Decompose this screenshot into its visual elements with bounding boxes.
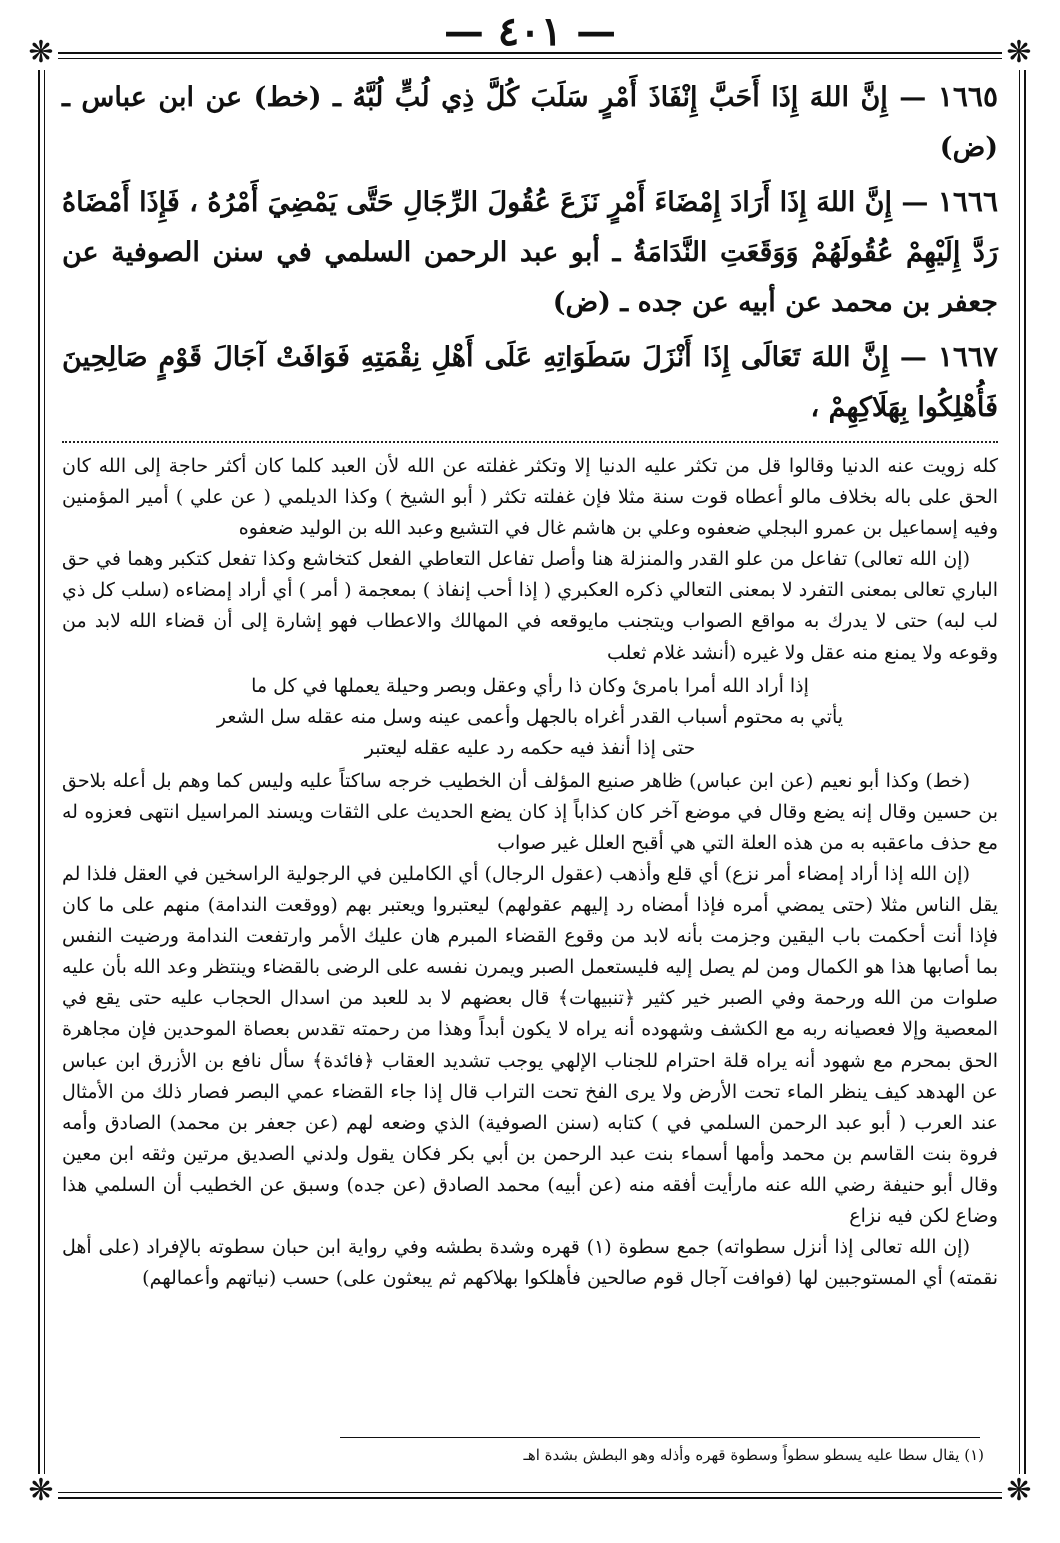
- section-divider: [62, 441, 998, 443]
- commentary-paragraph: كله زويت عنه الدنيا وقالوا قل من تكثر عليه الدنيا إلا وتكثر غفلته عن الله لأن العبد كلما كان أكثر حاجة إلى الله كان الحق على باله بخلاف مالو أعطاه قوت سنة مثلا فإن غفلته تكثر ( أبو الشيخ ) وكذا الديلمي ( عن علي ) أمير المؤمنين وفيه إسماعيل بن عمرو البجلي ضعفوه وعلي بن هاشم غال في التشيع وعبد الله بن الوليد ضعفوه: [62, 455, 998, 540]
- hadith-1667: [62, 332, 998, 433]
- hadith-number: ١٦٦٦: [937, 185, 998, 218]
- poem-line: يأتي به محتوم أسباب القدر أغراه بالجهل وأعمى عينه وسل منه عقله سل الشعر: [216, 705, 844, 728]
- hadith-number: ١٦٦٥: [937, 80, 998, 113]
- hadith-text: — إِنَّ اللهَ إِذَا أَرَادَ إِمْضَاءَ أَمْرٍ نَزَعَ عُقُولَ الرِّجَالِ حَتَّى يَمْضِيَ أَمْرُهُ ، فَإِذَا أَمْضَاهُ رَدَّ إِلَيْهِمْ عُقُولَهُمْ وَوَقَعَتِ النَّدَامَةُ ـ أبو عبد الرحمن السلمي في سنن الصوفية عن جعفر بن محمد عن أبيه عن جده ـ (ض): [62, 187, 998, 318]
- corner-ornament-icon: ❋: [1002, 1474, 1036, 1508]
- corner-ornament-icon: ❋: [1002, 36, 1036, 70]
- hadith-1665: [62, 72, 998, 173]
- commentary-paragraph: (إن الله تعالى إذا أنزل سطواته) جمع سطوة (١) قهره وشدة بطشه وفي رواية ابن حبان سطوته بالإفراد (على أهل نقمته) أي المستوجبين لها (فوافت آجال قوم صالحين فأهلكوا بهلاكهم ثم يبعثون على) حسب (نياتهم وأعمالهم): [62, 1236, 998, 1290]
- hadith-text: — إِنَّ اللهَ تَعَالَى إِذَا أَنْزَلَ سَطَوَاتِهِ عَلَى أَهْلِ نِقْمَتِهِ فَوَافَتْ آجَالَ قَوْمٍ صَالِحِينَ فَأُهْلِكُوا بِهَلَاكِهِمْ ،: [62, 342, 998, 423]
- hadith-1666: [62, 177, 998, 328]
- commentary-paragraph: (إن الله إذا أراد إمضاء أمر نزع) أي قلع وأذهب (عقول الرجال) أي الكاملين في الرجولية الراسخين في العقل فلذا لم يقل الناس مثلا (حتى يمضي أمره فإذا أمضاه رد إليهم عقولهم) ليعتبروا ويعتبر بهم (ووقعت الندامة) منهم على ما كان فإذا أنت أحكمت باب اليقين وجزمت بأنه لابد من وقوع القضاء المبرم هان عليك الأمر وارتفعت الندامة ورضيت النفس بما أصابها هذا هو الكمال ومن لم يصل إليه فليستعمل الصبر ويمرن نفسه على الرضى بالقضاء وينتظر وعد الله بأن عليه صلوات من الله ورحمة وفي الصبر خير كثير ﴿تنبيهات﴾ قال بعضهم لا بد للعبد من اسدال الحجاب عليه حتى يقع في المعصية وإلا فعصيانه ربه مع الكشف وشهوده أنه يراه لا يكون أبداً وهذا من رحمته تقدس بعصاة الموحدين فإن مجاهرة الحق بمحرم مع شهود أنه يراه قلة احترام للجناب الإلهي يوجب تشديد العقاب ﴿فائدة﴾ سأل نافع بن الأزرق ابن عباس عن الهدهد كيف ينظر الماء تحت الأرض ولا يرى الفخ تحت التراب قال إذا جاء القضاء عمي البصر فصار ذلك من الأمثال عند العرب ( أبو عبد الرحمن السلمي في ) كتابه (سنن الصوفية) الذي وضعه لهم (عن جعفر بن محمد) الصادق وأمه فروة بنت القاسم بن محمد وأمها أسماء بنت عبد الرحمن بن أبي بكر فكان يقول ولدني الصديق مرتين وثقه ابن معين وقال أبو حنيفة رضي الله عنه مارأيت أفقه منه (عن أبيه) محمد الصادق (عن جده) وسبق عن الخطيب أن السلمي هذا وضاع لكن فيه نزاع: [62, 862, 998, 1227]
- commentary-paragraph: (خط) وكذا أبو نعيم (عن ابن عباس) ظاهر صنيع المؤلف أن الخطيب خرجه ساكتاً عليه وليس كما وهم بل أعله بلاحق بن حسين وقال إنه يضع وقال في موضع آخر كان كذاباً إذ كان يضع الحديث على الثقات ويسند المراسيل انتهى فعزوه له مع حذف ماعقبه به من هذه العلة التي هي أقبح العلل غير صواب: [62, 769, 998, 854]
- footnote: (١) يقال سطا عليه يسطو سطواً وسطوة قهره وأذله وهو البطش بشدة اهـ: [523, 1446, 984, 1464]
- poem-line: حتى إذا أنفذ فيه حكمه رد عليه عقله ليعتبر: [364, 736, 696, 759]
- footnote-rule: [340, 1437, 980, 1438]
- page-number: — ٤٠١ —: [443, 8, 617, 55]
- hadith-text: — إِنَّ اللهَ إِذَا أَحَبَّ إِنْفَاذَ أَمْرٍ سَلَبَ كُلَّ ذِي لُبٍّ لُبَّهُ ـ (خط) عن ابن عباس ـ (ض): [62, 82, 998, 163]
- commentary-paragraph: (إن الله تعالى) تفاعل من علو القدر والمنزلة هنا وأصل تفاعل التعاطي الفعل كتخاشع وكذا تفعل كتكبر وهما في حق الباري تعالى بمعنى التفرد لا بمعنى التعالي ذكره العكبري ( إذا أحب إنفاذ ) بمعجمة ( أمر ) أي أراد إمضاءه (سلب كل ذي لب لبه) حتى لا يدرك به مواقع الصواب ويتجنب مايوقعه في المهالك والاعطاب فهو إشارة إلى أن قضاء الله لابد من وقوعه ولا يمنع منه عقل ولا غيره (أنشد غلام ثعلب: [62, 548, 998, 664]
- corner-ornament-icon: ❋: [24, 1474, 58, 1508]
- hadith-number: ١٦٦٧: [937, 340, 998, 373]
- poem: [62, 671, 998, 764]
- page-content: [62, 72, 998, 1294]
- commentary: [62, 451, 998, 1294]
- poem-line: إذا أراد الله أمرا بامرئ وكان ذا رأي وعقل وبصر وحيلة يعملها في كل ما: [251, 674, 809, 697]
- corner-ornament-icon: ❋: [24, 36, 58, 70]
